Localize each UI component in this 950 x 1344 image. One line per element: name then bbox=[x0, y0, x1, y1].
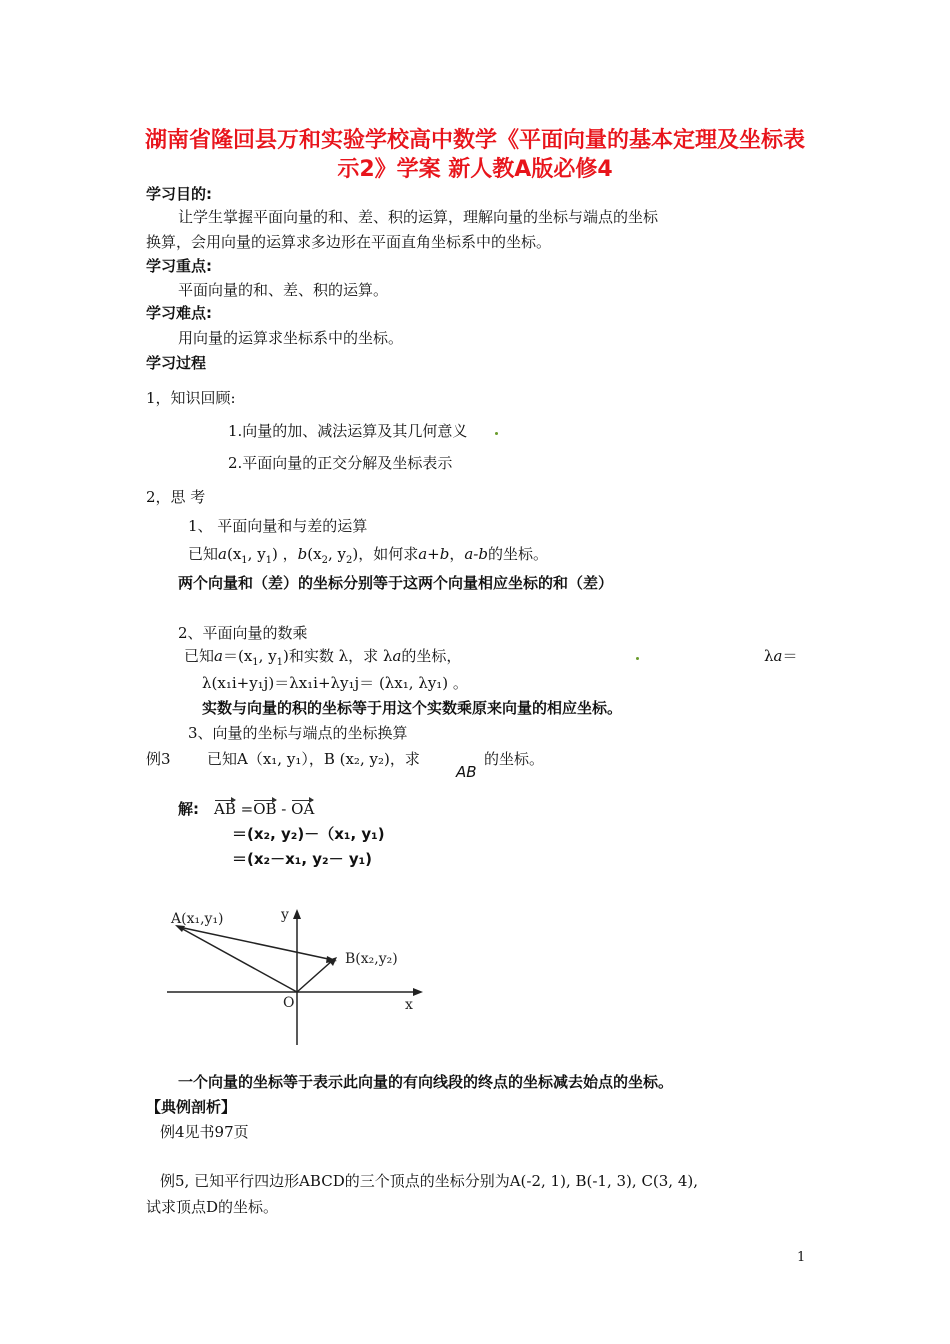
vector-ab-line bbox=[179, 927, 333, 960]
example3-label: 例3 bbox=[146, 750, 171, 768]
example5-line1: 例5, 已知平行四边形ABCD的三个顶点的坐标分别为A(-2, 1), B(-1, 3), C(3, 4), bbox=[160, 1172, 699, 1190]
section2-title: 2、平面向量的数乘 bbox=[178, 624, 308, 642]
vector-oa-line bbox=[179, 927, 297, 992]
example3-text: 已知A（x₁, y₁），B (x₂, y₂)，求 bbox=[207, 750, 420, 768]
solution-equation-1: AB =OB - OA bbox=[214, 800, 315, 818]
focus-heading: 学习重点: bbox=[146, 257, 212, 275]
review-title: 1，知识回顾: bbox=[146, 389, 236, 407]
solution-label: 解: bbox=[178, 800, 199, 818]
example4-text: 例4见书97页 bbox=[160, 1123, 249, 1141]
goal-text-line1: 让学生掌握平面向量的和、差、积的运算，理解向量的坐标与端点的坐标 bbox=[178, 208, 659, 226]
section2-formula-lhs: λa＝ bbox=[764, 647, 798, 665]
examples-heading: 【典例剖析】 bbox=[146, 1098, 237, 1116]
section3-title: 3、向量的坐标与端点的坐标换算 bbox=[188, 724, 408, 742]
example3-post: 的坐标。 bbox=[484, 750, 545, 768]
vector-ab: AB bbox=[214, 800, 236, 818]
label-y-axis: y bbox=[281, 907, 289, 923]
solution-equation-3: ＝(x₂－x₁, y₂－ y₁) bbox=[232, 850, 373, 868]
vector-oa: OA bbox=[291, 800, 315, 818]
vector-ob: OB bbox=[253, 800, 277, 818]
label-origin: O bbox=[283, 995, 295, 1011]
example3-vector: AB bbox=[456, 763, 477, 781]
x-axis-arrow bbox=[413, 988, 423, 996]
marker-dot bbox=[495, 432, 498, 435]
label-x-axis: x bbox=[405, 997, 413, 1013]
label-point-a: A(x₁,y₁) bbox=[171, 911, 224, 927]
review-item-2: 2.平面向量的正交分解及坐标表示 bbox=[228, 454, 453, 472]
document-title-line2: 示2》学案 新人教A版必修4 bbox=[337, 157, 613, 182]
difficulty-text: 用向量的运算求坐标系中的坐标。 bbox=[178, 329, 404, 347]
y-axis-arrow bbox=[293, 909, 301, 919]
process-heading: 学习过程 bbox=[146, 354, 207, 372]
vector-coordinate-rule: 一个向量的坐标等于表示此向量的有向线段的终点的坐标减去始点的坐标。 bbox=[178, 1073, 674, 1091]
example5-line2: 试求顶点D的坐标。 bbox=[146, 1198, 279, 1216]
label-point-b: B(x₂,y₂) bbox=[345, 951, 398, 967]
goal-heading: 学习目的: bbox=[146, 185, 212, 203]
focus-text: 平面向量的和、差、积的运算。 bbox=[178, 281, 389, 299]
section1-question: 已知$a(x_1$, $y_1$) ，$b(x_2$, $y_2$)，如何求a+b，a-b的坐标。 bbox=[188, 545, 548, 566]
document-title-line1: 湖南省隆回县万和实验学校高中数学《平面向量的基本定理及坐标表 bbox=[144, 128, 805, 153]
difficulty-heading: 学习难点: bbox=[146, 304, 212, 322]
coordinate-figure bbox=[165, 905, 440, 1045]
marker-dot bbox=[636, 657, 639, 660]
section2-formula: λ(x₁i+y₁j)＝λx₁i+λy₁j＝ (λx₁, λy₁) 。 bbox=[202, 674, 468, 692]
section2-question: 已知$a=(x_1$, $y_1$)和实数 λ，求 λa的坐标， bbox=[184, 647, 462, 668]
page-number: 1 bbox=[797, 1250, 806, 1265]
vector-ob-line bbox=[297, 960, 333, 992]
think-title: 2，思 考 bbox=[146, 488, 206, 506]
solution-equation-2: ＝(x₂, y₂)－（x₁, y₁) bbox=[232, 825, 385, 843]
section2-conclusion: 实数与向量的积的坐标等于用这个实数乘原来向量的相应坐标。 bbox=[202, 699, 623, 717]
section1-conclusion: 两个向量和（差）的坐标分别等于这两个向量相应坐标的和（差） bbox=[178, 574, 614, 592]
goal-text-line2: 换算，会用向量的运算求多边形在平面直角坐标系中的坐标。 bbox=[146, 233, 552, 251]
review-item-1: 1.向量的加、减法运算及其几何意义 bbox=[228, 422, 468, 440]
section1-title: 1、 平面向量和与差的运算 bbox=[188, 517, 368, 535]
